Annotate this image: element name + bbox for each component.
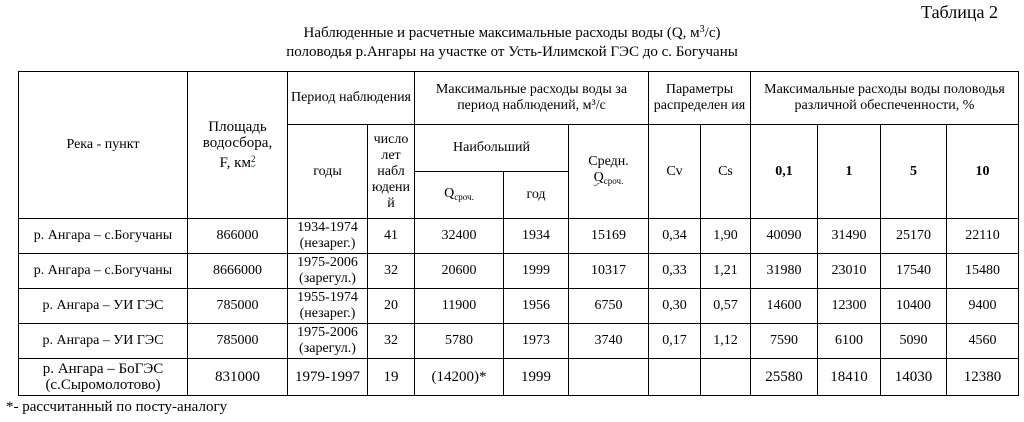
header-period: Период наблюдения	[288, 72, 415, 125]
header-largest: Наибольший	[415, 125, 569, 172]
header-qsroch: $Q_{сроч.}$	[415, 172, 504, 219]
header-average: Средн. $Q_{сроч.}$	[569, 125, 649, 219]
header-p01: 0,1	[751, 125, 818, 219]
header-cv: Cv	[649, 125, 701, 219]
table-number: Таблица 2	[921, 2, 998, 22]
header-probability: Максимальные расходы воды половодья различной обеспеченности, %	[751, 72, 1019, 125]
table-row: р. Ангара – с.Богучаны 8666000 1975-2006 (зарегул.) 32 20600 1999 10317 0,33 1,21 31980 23010 17540 15480	[19, 254, 1019, 289]
table-row: р. Ангара – УИ ГЭС 785000 1975-2006 (зарегул.) 32 5780 1973 3740 0,17 1,12 7590 6100 5090 4560	[19, 324, 1019, 359]
header-cs: Cs	[701, 125, 751, 219]
header-maxflow: Максимальные расходы воды за период наблюдений, м³/с	[415, 72, 649, 125]
header-p5: 5	[881, 125, 947, 219]
title-line-2: половодья р.Ангары на участке от Усть-Илимской ГЭС до с. Богучаны	[286, 44, 738, 60]
header-p1: 1	[818, 125, 881, 219]
header-count: число лет набл юдени й	[368, 125, 415, 219]
footnote: *- рассчитанный по посту-аналогу	[6, 399, 228, 415]
header-area: Площадь водосбора, F, $км^2$	[188, 72, 288, 219]
header-years: годы	[288, 125, 368, 219]
header-year: год	[504, 172, 569, 219]
table-row: р. Ангара – УИ ГЭС 785000 1955-1974 (незарег.) 20 11900 1956 6750 0,30 0,57 14600 12300 10400 9400	[19, 289, 1019, 324]
title-line-1: Наблюденные и расчетные максимальные расходы воды (Q, $м^3/с$)	[303, 24, 721, 41]
header-params: Параметры распределен ия	[649, 72, 751, 125]
table-row: р. Ангара – БоГЭС (с.Сыромолотово) 831000 1979-1997 19 (14200)* 1999 25580 18410 14030 12380	[19, 359, 1019, 396]
table-title	[0, 20, 1024, 62]
header-river: Река - пункт	[19, 72, 188, 219]
header-p10: 10	[947, 125, 1019, 219]
table-row: р. Ангара – с.Богучаны 866000 1934-1974 (незарег.) 41 32400 1934 15169 0,34 1,90 40090 31490 25170 22110	[19, 219, 1019, 254]
flow-table	[18, 71, 1019, 396]
